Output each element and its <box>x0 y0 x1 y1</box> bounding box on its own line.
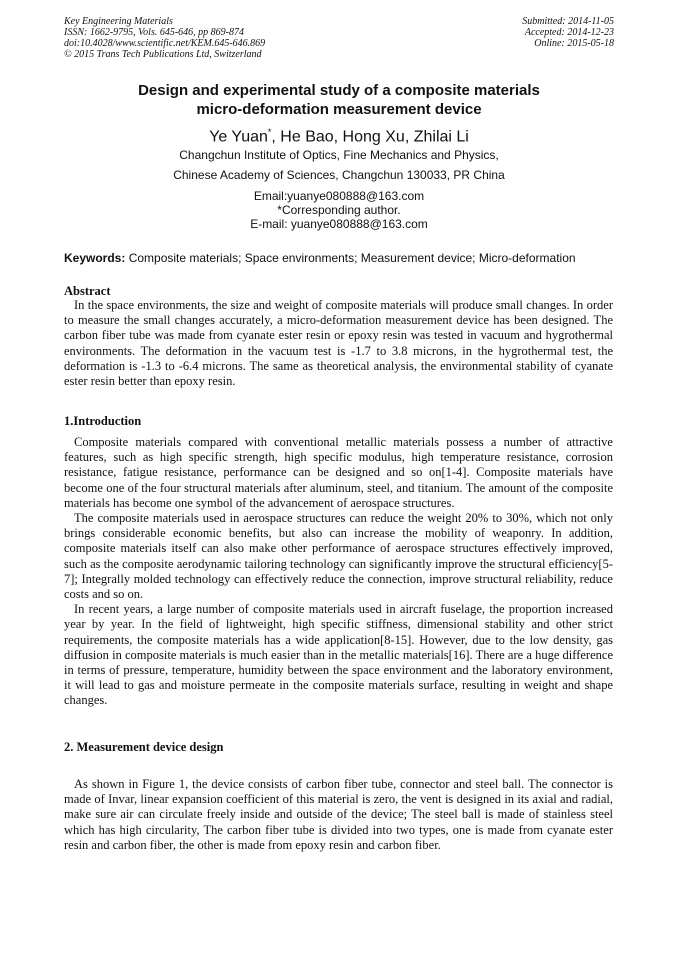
corresponding-author-note: *Corresponding author. <box>277 203 401 217</box>
abstract-body <box>64 298 613 389</box>
online-date: Online: 2015-05-18 <box>534 38 614 49</box>
affiliation-line-2: Chinese Academy of Sciences, Changchun 130033, PR China <box>173 168 505 182</box>
paper-title <box>64 81 614 119</box>
email-line-2: E-mail: yuanye080888@163.com <box>250 217 428 231</box>
abstract-paragraph: In the space environments, the size and weight of composite materials will produce small changes. In order to measure the small changes accurately, a micro-deformation measurement device has been designed. The carbon fiber tube was made from cyanate ester resin or epoxy resin was tested in vacuum and hygrothermal environments. The deformation in the vacuum test is -1.7 to 3.8 microns, in the hygrothermal test, the deformation is -1.3 to -6.4 microns. The same as theoretical analysis, the environmental stability of cyanate ester resin better than epoxy resin. <box>64 298 613 389</box>
author-list <box>64 123 614 146</box>
journal-copyright: © 2015 Trans Tech Publications Ltd, Switzerland <box>64 49 262 60</box>
submitted-date: Submitted: 2014-11-05 <box>522 16 614 27</box>
journal-issn: ISSN: 1662-9795, Vols. 645-646, pp 869-874 <box>64 27 244 38</box>
measurement-design-body <box>64 777 613 853</box>
other-authors: , He Bao, Hong Xu, Zhilai Li <box>271 128 469 146</box>
measurement-design-heading: 2. Measurement device design <box>64 740 224 754</box>
abstract-heading: Abstract <box>64 284 111 298</box>
title-line-2: micro-deformation measurement device <box>196 101 482 118</box>
corresponding-mark: * <box>267 127 272 137</box>
keywords-text: Composite materials; Space environments; Measurement device; Micro-deformation <box>125 251 576 265</box>
affiliation-line-1: Changchun Institute of Optics, Fine Mechanics and Physics, <box>179 148 499 162</box>
first-author: Ye Yuan <box>209 128 268 146</box>
email-line: Email:yuanye080888@163.com <box>253 189 425 203</box>
journal-doi: doi:10.4028/www.scientific.net/KEM.645-646.869 <box>64 38 266 49</box>
keywords-label: Keywords: <box>64 251 126 265</box>
intro-paragraph-2: The composite materials used in aerospace structures can reduce the weight 20% to 30%, which not only brings considerable economic benefits, but also can increase the mobility of weaponry. In addition, composite materials itself can also make other performance of aerospace structures effectively improved, such as the composite aerodynamic tailoring technology can significantly improve the structural efficiency[5-7]; Integrally molded technology can effectively reduce the connection, improve structural reliability, reduce costs and so on. <box>64 511 613 602</box>
measurement-paragraph: As shown in Figure 1, the device consists of carbon fiber tube, connector and steel ball. The connector is made of Invar, linear expansion coefficient of this material is zero, the vent is designed in its axial and radial, make sure air can circulate freely inside and outside of the device; The steel ball is made of stainless steel which has high circularity, The carbon fiber tube is divided into two types, one is made from cyanate ester resin and carbon fiber, the other is made from epoxy resin and carbon fiber. <box>64 777 613 852</box>
contact-block <box>64 189 614 231</box>
introduction-heading: 1.Introduction <box>64 414 142 428</box>
title-line-1: Design and experimental study of a composite materials <box>138 82 540 99</box>
introduction-body <box>64 435 613 709</box>
journal-header-right <box>522 16 614 49</box>
keywords <box>64 251 624 265</box>
journal-name: Key Engineering Materials <box>64 16 173 27</box>
journal-header-left <box>64 16 265 60</box>
accepted-date: Accepted: 2014-12-23 <box>524 27 614 38</box>
intro-paragraph-3: In recent years, a large number of composite materials used in aircraft fuselage, the proportion increased year by year. In the field of lightweight, high specific stiffness, dimensional stability and other strict requirements, the composite materials has a wide application[8-15]. However, due to the low density, gas diffusion in composite materials is much easier than in the metallic materials[16]. There are a huge difference in terms of pressure, temperature, humidity between the space environment and the laboratory environment, it will lead to gas and moisture permeate in the composite materials surface, resulting in weight and shape changes. <box>64 602 613 708</box>
intro-paragraph-1: Composite materials compared with conventional metallic materials possess a number of attractive features, such as high specific strength, high specific modulus, high temperature resistance, corrosion resistance, fatigue resistance, performance can be designed and so on[1-4]. Composite materials have become one of the four structural materials after aluminum, steel, and titanium. The amount of the composite materials has become one symbol of the advancement of aerospace structures. <box>64 435 613 510</box>
